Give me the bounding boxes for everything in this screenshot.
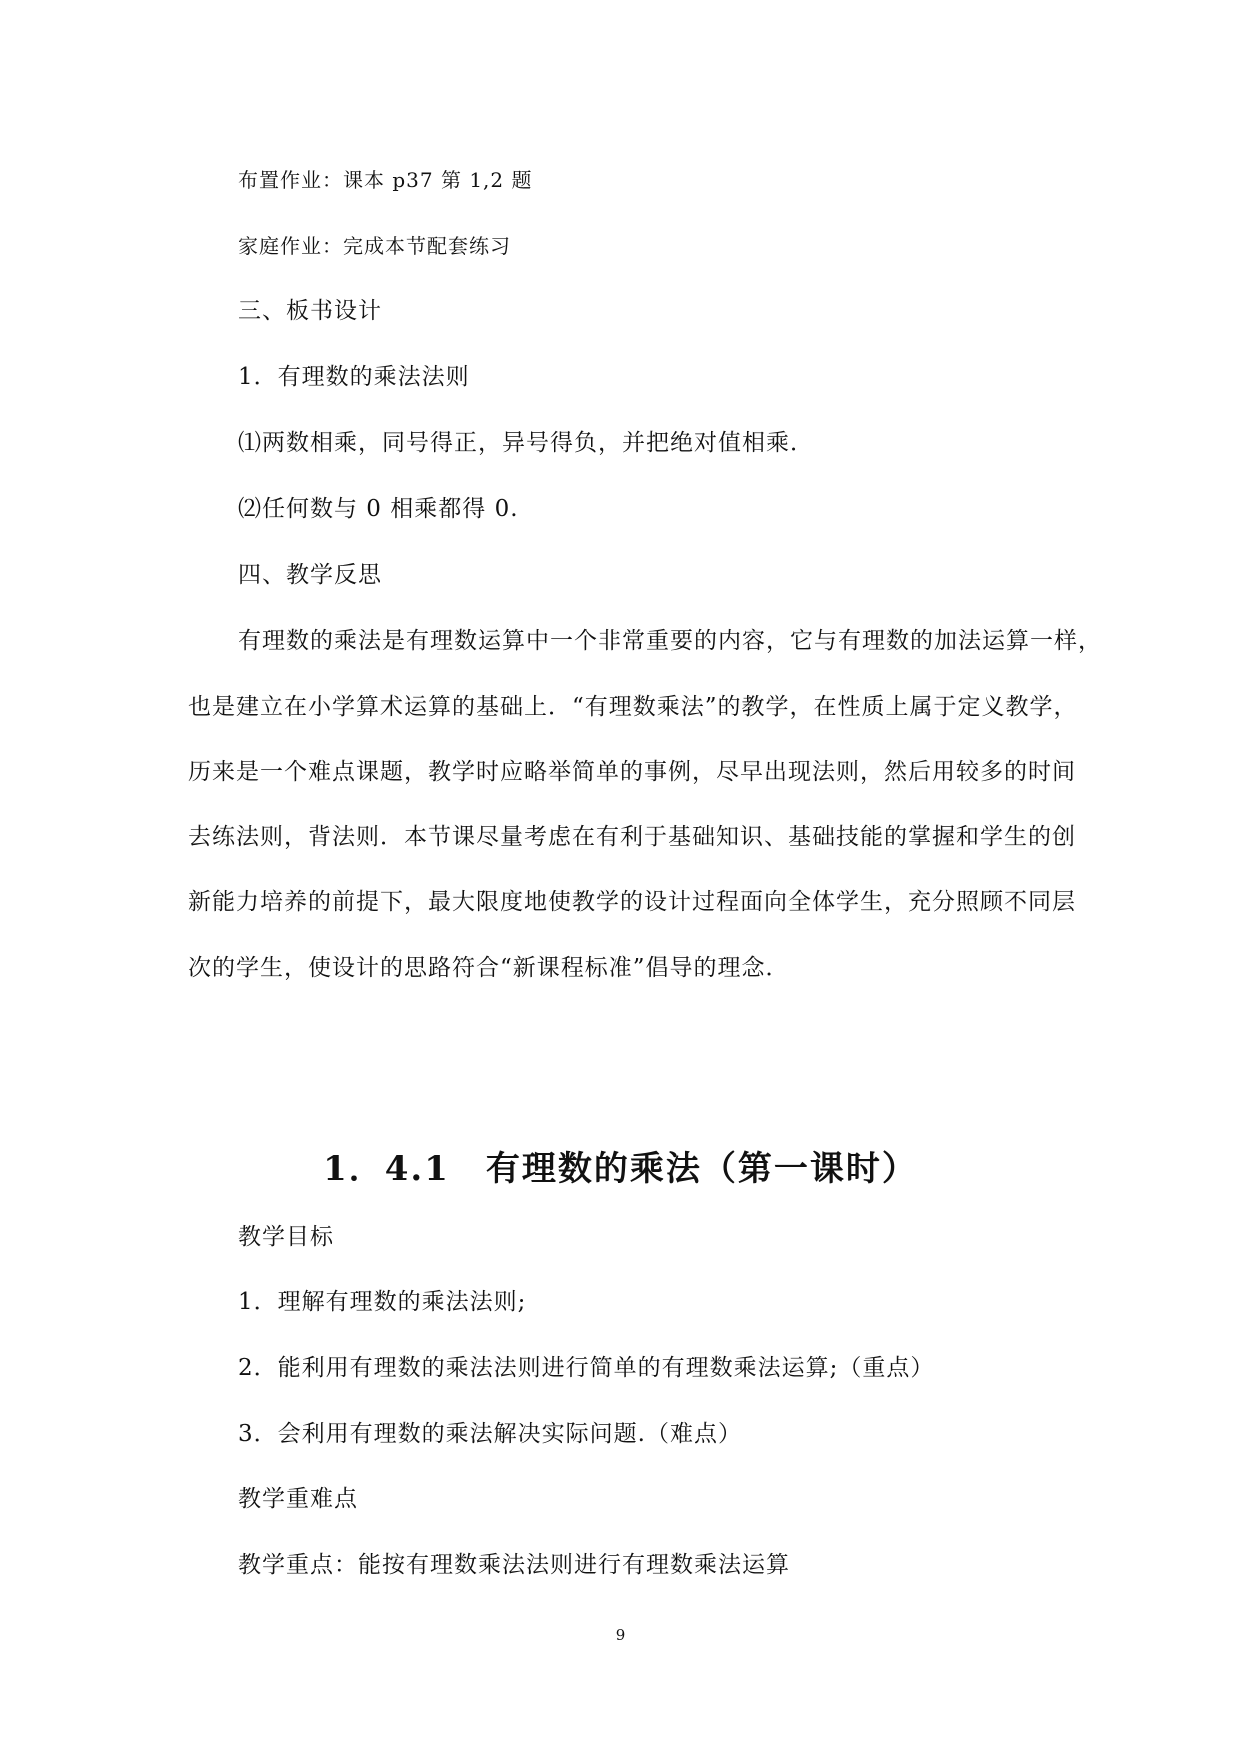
- keypoints-heading: 教学重难点: [238, 1486, 358, 1512]
- reflection-line-6: 次的学生，使设计的思路符合“新课程标准”倡导的理念．: [188, 955, 790, 981]
- goal-2: 2．能利用有理数的乘法法则进行简单的有理数乘法运算;（重点）: [238, 1355, 935, 1381]
- lesson-title: 1．4.1 有理数的乘法（第一课时）: [323, 1149, 918, 1189]
- rule-1: ⑴两数相乘，同号得正，异号得负，并把绝对值相乘．: [238, 430, 814, 456]
- reflection-line-3: 历来是一个难点课题，教学时应略举简单的事例，尽早出现法则，然后用较多的时间: [188, 759, 1076, 785]
- multiplication-rule-title: 1．有理数的乘法法则: [238, 364, 470, 390]
- reflection-line-5: 新能力培养的前提下，最大限度地使教学的设计过程面向全体学生，充分照顾不同层: [188, 889, 1076, 915]
- reflection-line-1: 有理数的乘法是有理数运算中一个非常重要的内容，它与有理数的加法运算一样，: [238, 628, 1102, 654]
- goal-1: 1．理解有理数的乘法法则;: [238, 1289, 527, 1315]
- goals-heading: 教学目标: [238, 1224, 334, 1250]
- reflection-heading: 四、教学反思: [238, 562, 382, 588]
- goal-3: 3．会利用有理数的乘法解决实际问题.（难点）: [238, 1421, 742, 1447]
- board-design-heading: 三、板书设计: [238, 298, 382, 324]
- family-homework: 家庭作业：完成本节配套练习: [238, 234, 511, 258]
- reflection-line-4: 去练法则，背法则．本节课尽量考虑在有利于基础知识、基础技能的掌握和学生的创: [188, 824, 1076, 850]
- homework-assignment: 布置作业：课本 p37 第 1,2 题: [238, 168, 533, 192]
- reflection-line-2: 也是建立在小学算术运算的基础上．“有理数乘法”的教学，在性质上属于定义教学，: [188, 694, 1078, 720]
- page-number: 9: [615, 1626, 626, 1644]
- rule-2: ⑵任何数与 0 相乘都得 0.: [238, 496, 519, 522]
- keypoint: 教学重点：能按有理数乘法法则进行有理数乘法运算: [238, 1552, 790, 1578]
